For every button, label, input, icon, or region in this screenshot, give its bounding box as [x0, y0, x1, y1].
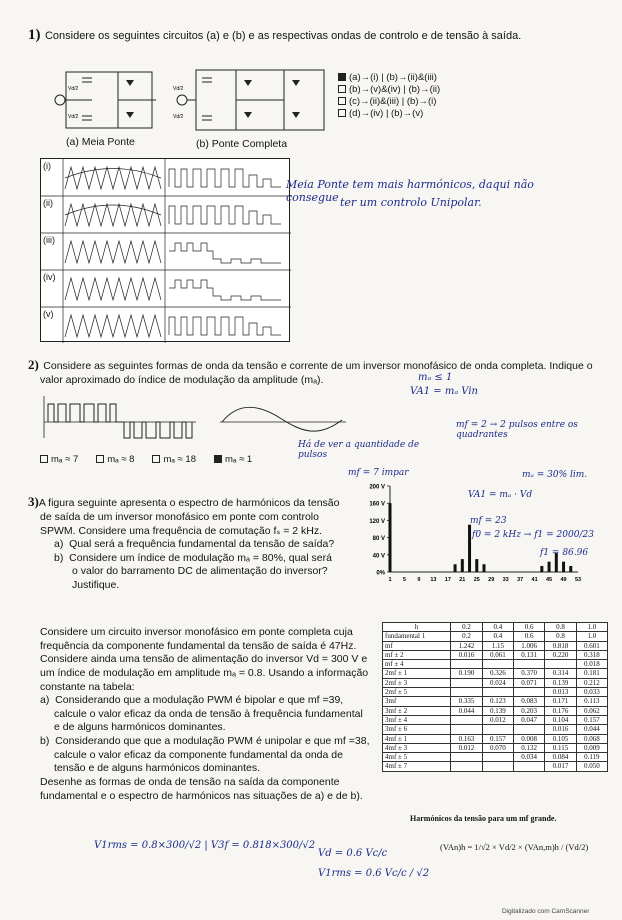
waveform-label: (i)	[43, 161, 51, 171]
question-1	[28, 26, 608, 44]
question-text: fundamental e o espectro de harmónicos nas situações de a) e de b).	[40, 789, 363, 802]
table-cell: 0.044	[451, 706, 482, 715]
table-row	[383, 678, 608, 687]
table-cell: 0.105	[545, 734, 576, 743]
svg-text:Vd/2: Vd/2	[173, 86, 184, 92]
table-cell	[482, 660, 513, 669]
handwritten-note: mₐ ≤ 1	[418, 372, 453, 383]
table-cell: 0.2	[451, 632, 482, 641]
table-cell: 0.016	[451, 650, 482, 659]
y-tick-label: 160 V	[369, 501, 385, 508]
table-header: 1.0	[576, 623, 607, 632]
table-cell	[513, 762, 544, 771]
x-tick-label: 49	[560, 577, 567, 583]
table-cell: 0.163	[451, 734, 482, 743]
scanner-footer: Digitalizado com CamScanner	[502, 908, 590, 915]
table-cell	[451, 678, 482, 687]
svg-text:Vd/2: Vd/2	[173, 114, 184, 120]
x-tick-label: 45	[546, 577, 553, 583]
question-text: calcule o valor eficaz da onda de tensão à frequência fundamental	[54, 707, 363, 720]
table-cell	[513, 725, 544, 734]
table-cell: 0.104	[545, 715, 576, 724]
question-text: Considere ainda uma tensão de alimentação do inversor Vd = 300 V e	[40, 653, 368, 666]
question-4: Considere um circuito inversor monofásico em ponte completa cuja frequência da componente fundamental da tensão de saída é 47Hz. Considere ainda uma tensão de alimentação do inversor Vd = 300 V e um índice de modulação em amplitude mₐ = 0.8. Usando a informação constante na tabela: a) Considerando que a modulação PWM é bipolar e que mf =39, calcule o valor eficaz da onda de tensão à frequência fundamental e de alguns harmónicos dominantes. b) Considerando que que a modulação PWM é unipolar e que mf =38, calcule o valor eficaz da componente fundamental da onda de tensão e de alguns harmónicos dominantes. Desenhe as formas de onda de tensão na saída da componente fundamental e o espectro de harmónicos nas situações de a) e de b).	[40, 626, 370, 802]
table-row	[383, 734, 608, 743]
table-cell: 0.181	[576, 669, 607, 678]
handwritten-calc: V1rms = 0.8×300/√2 | V3f = 0.818×300/√2	[94, 840, 316, 851]
q1-option[interactable]	[338, 84, 518, 96]
question-text: Considerando que a modulação PWM é bipolar e que mf =39,	[55, 694, 344, 707]
table-cell	[451, 725, 482, 734]
table-cell: 0.068	[576, 734, 607, 743]
x-tick-label: 21	[459, 577, 466, 583]
table-cell: 0.071	[513, 678, 544, 687]
x-tick-label: 53	[574, 577, 582, 583]
harmonic-formula: (VAn)h = 1/√2 × Vd/2 × (VAn,m)h / (Vd/2)	[440, 842, 589, 852]
table-cell	[513, 660, 544, 669]
spectrum-bar	[468, 525, 471, 572]
table-cell	[451, 715, 482, 724]
table-cell: 0.016	[545, 725, 576, 734]
spectrum-bar	[475, 559, 478, 572]
table-cell: 0.171	[545, 697, 576, 706]
table-cell: 0.070	[482, 743, 513, 752]
table-cell: 0.113	[576, 697, 607, 706]
handwritten-calc: V1rms = 0.6 Vc/c / √2	[318, 868, 430, 879]
table-cell: 3mf ± 2	[383, 706, 451, 715]
checkbox-icon[interactable]	[96, 455, 104, 463]
table-row	[383, 743, 608, 752]
table-cell: 0.818	[545, 641, 576, 650]
question-text: Considere as seguintes formas de onda da tensão e corrente de um inversor monofásico de onda completa. Indique o	[43, 360, 593, 372]
table-cell	[513, 688, 544, 697]
checkbox-icon[interactable]	[152, 455, 160, 463]
y-tick-label: 0%	[376, 570, 385, 577]
table-cell: 0.123	[482, 697, 513, 706]
table-cell: 0.601	[576, 641, 607, 650]
table-cell: 0.318	[576, 650, 607, 659]
table-cell	[545, 660, 576, 669]
table-cell: 0.220	[545, 650, 576, 659]
table-cell: 3mf ± 6	[383, 725, 451, 734]
table-cell: 0.131	[513, 650, 544, 659]
handwritten-note: ter um controlo Unipolar.	[340, 196, 482, 209]
table-cell	[451, 753, 482, 762]
table-cell: 0.132	[513, 743, 544, 752]
table-row	[383, 753, 608, 762]
table-cell: 4mf ± 3	[383, 743, 451, 752]
y-tick-label: 80 V	[372, 536, 385, 543]
handwritten-note: mf = 2 → 2 pulsos entre os quadrantes	[456, 420, 578, 440]
table-cell: 0.139	[482, 706, 513, 715]
handwritten-note: f0 = 2 kHz → f1 = 2000/23	[472, 530, 594, 540]
option-text: mₐ ≈ 1	[224, 454, 253, 465]
table-cell	[451, 660, 482, 669]
q2-current-waveform	[218, 398, 348, 440]
table-cell: 0.061	[482, 650, 513, 659]
table-cell: mf	[383, 641, 451, 650]
q2-option[interactable]	[96, 454, 134, 466]
spectrum-bar	[454, 564, 457, 572]
table-cell: 0.370	[513, 669, 544, 678]
table-cell	[482, 753, 513, 762]
table-cell: 0.203	[513, 706, 544, 715]
waveform-grid	[40, 158, 290, 342]
checkbox-icon[interactable]	[40, 455, 48, 463]
x-tick-label: 17	[444, 577, 451, 583]
table-cell: fundamental 1	[383, 632, 451, 641]
handwritten-note: mₐ = 30% lim.	[522, 470, 588, 480]
table-cell: 0.115	[545, 743, 576, 752]
table-cell: 0.314	[545, 669, 576, 678]
x-tick-label: 1	[388, 577, 392, 583]
handwritten-note: VA1 = mₐ · Vd	[468, 490, 533, 500]
table-cell: 0.012	[482, 715, 513, 724]
checkbox-icon[interactable]	[338, 85, 346, 93]
spectrum-bar	[562, 562, 565, 572]
table-cell: 0.083	[513, 697, 544, 706]
table-cell: 0.084	[545, 753, 576, 762]
table-cell: 4mf ± 5	[383, 753, 451, 762]
question-text: um índice de modulação em amplitude mₐ = 0.8. Usando a informação	[40, 666, 369, 679]
waveform-label: (ii)	[43, 198, 53, 208]
question-3: 3)A figura seguinte apresenta o espectro de harmónicos da tensão de saída de um inversor monofásico em ponte com controlo SPWM. Considere uma frequência de comutação fₛ = 2 kHz. a) Qual será a frequência fundamental da tensão de saída? b) Considere um índice de modulação mₐ = 80%, qual será o valor do barramento DC de alimentação do inversor? Justifique.	[28, 494, 358, 593]
handwritten-note: Há de ver a quantidade de pulsos	[298, 440, 420, 460]
x-tick-label: 9	[417, 577, 421, 583]
table-row	[383, 641, 608, 650]
table-cell: 0.335	[451, 697, 482, 706]
table-cell: 0.047	[513, 715, 544, 724]
table-cell: 0.018	[576, 660, 607, 669]
option-text: mₐ ≈ 8	[107, 454, 135, 465]
table-cell	[482, 688, 513, 697]
table-cell: 0.212	[576, 678, 607, 687]
table-cell: 2mf ± 1	[383, 669, 451, 678]
table-cell: 0.013	[545, 688, 576, 697]
table-cell: 1.242	[451, 641, 482, 650]
y-tick-label: 120 V	[369, 518, 385, 525]
table-cell	[482, 762, 513, 771]
question-text: Considere um circuito inversor monofásico em ponte completa cuja	[40, 626, 353, 638]
waveform-label: (iv)	[43, 272, 56, 282]
question-text: constante na tabela:	[40, 680, 135, 693]
table-cell: 0.119	[576, 753, 607, 762]
table-cell: 3mf	[383, 697, 451, 706]
spectrum-bar	[389, 503, 392, 572]
checkbox-icon[interactable]	[338, 97, 346, 105]
waveform-label: (iii)	[43, 235, 55, 245]
q1-option[interactable]	[338, 96, 518, 108]
table-cell: 0.8	[545, 632, 576, 641]
table-header: 0.2	[451, 623, 482, 632]
table-header: h	[383, 623, 451, 632]
table-row	[383, 650, 608, 659]
handwritten-note: f1 = 86.96	[540, 548, 589, 558]
table-row	[383, 725, 608, 734]
handwritten-note: Meia Ponte tem mais harmónicos, daqui não consegue	[286, 178, 534, 204]
q1-options	[338, 72, 518, 120]
table-cell: 0.033	[576, 688, 607, 697]
x-tick-label: 29	[488, 577, 495, 583]
question-2	[28, 356, 598, 388]
table-row	[383, 660, 608, 669]
option-text: (b)→(v)&(iv) | (b)→(ii)	[349, 84, 441, 95]
table-header: 0.6	[513, 623, 544, 632]
table-cell: mf ± 4	[383, 660, 451, 669]
table-row	[383, 697, 608, 706]
table-cell: 0.326	[482, 669, 513, 678]
question-text: SPWM. Considere uma frequência de comutação fₛ = 2 kHz.	[40, 524, 323, 537]
spectrum-bar	[540, 566, 543, 572]
question-text: de saída de um inversor monofásico em ponte com controlo	[40, 510, 319, 523]
q2-option[interactable]	[40, 454, 78, 466]
table-cell: 0.176	[545, 706, 576, 715]
checkbox-icon[interactable]	[338, 109, 346, 117]
svg-text:Vd/2: Vd/2	[68, 114, 79, 120]
table-cell: 3mf ± 4	[383, 715, 451, 724]
table-cell: 2mf ± 3	[383, 678, 451, 687]
question-text: Considere um índice de modulação mₐ = 80%, qual será	[69, 551, 332, 564]
q1-option[interactable]	[338, 72, 518, 84]
q1-option[interactable]	[338, 108, 518, 120]
question-text: e de alguns harmónicos dominantes.	[54, 721, 226, 734]
question-text: frequência da componente fundamental da tensão de saída é 47Hz.	[40, 639, 357, 652]
table-cell	[451, 688, 482, 697]
x-tick-label: 37	[517, 577, 524, 583]
table-cell: 1.006	[513, 641, 544, 650]
table-cell: 0.190	[451, 669, 482, 678]
spectrum-bar	[461, 559, 464, 572]
table-cell	[482, 725, 513, 734]
option-text: mₐ ≈ 18	[163, 454, 196, 465]
table-cell: 2mf ± 5	[383, 688, 451, 697]
table-header: 0.8	[545, 623, 576, 632]
option-text: (d)→(iv) | (b)→(v)	[349, 108, 424, 119]
checkbox-checked-icon[interactable]	[338, 73, 346, 81]
table-cell: 0.017	[545, 762, 576, 771]
table-row	[383, 762, 608, 771]
svg-text:Vd/2: Vd/2	[68, 86, 79, 92]
question-text: o valor do barramento DC de alimentação do inversor?	[72, 565, 328, 578]
spectrum-bar	[569, 566, 572, 572]
table-row	[383, 632, 608, 641]
spectrum-bar	[548, 562, 551, 572]
question-number: 2)	[28, 357, 39, 372]
table-cell: 0.009	[576, 743, 607, 752]
handwritten-note: mf = 7 impar	[348, 468, 409, 478]
question-text: Justifique.	[72, 579, 120, 592]
table-cell: 0.044	[576, 725, 607, 734]
x-tick-label: 5	[402, 577, 406, 583]
table-cell: 0.024	[482, 678, 513, 687]
table-cell: 0.4	[482, 632, 513, 641]
question-text: Considerando que que a modulação PWM é unipolar e que mf =38,	[55, 735, 370, 748]
table-row	[383, 688, 608, 697]
handwritten-calc: Vd = 0.6 Vc/c	[318, 848, 388, 859]
table-row	[383, 669, 608, 678]
table-cell: 4mf ± 7	[383, 762, 451, 771]
waveform-label: (v)	[43, 309, 54, 319]
option-text: (c)→(ii)&(iii) | (b)→(i)	[349, 96, 437, 107]
table-cell	[451, 762, 482, 771]
q2-option[interactable]	[214, 454, 252, 466]
q2-options	[40, 454, 300, 466]
question-text: tensão e de alguns harmónicos dominantes.	[54, 762, 261, 775]
table-cell: 0.050	[576, 762, 607, 771]
x-tick-label: 13	[430, 577, 437, 583]
circuit-b-label: (b) Ponte Completa	[196, 138, 288, 150]
table-cell: 1.15	[482, 641, 513, 650]
table-cell: 4mf ± 1	[383, 734, 451, 743]
table-cell: 0.139	[545, 678, 576, 687]
y-tick-label: 40 V	[372, 553, 385, 560]
circuit-a-label: (a) Meia Ponte	[66, 136, 135, 148]
handwritten-note: mf = 23	[470, 516, 507, 526]
table-row	[383, 715, 608, 724]
checkbox-checked-icon[interactable]	[214, 455, 222, 463]
table-cell: 1.0	[576, 632, 607, 641]
question-number: 1)	[28, 27, 41, 43]
table-cell: mf ± 2	[383, 650, 451, 659]
question-text: Qual será a frequência fundamental da tensão de saída?	[69, 538, 335, 551]
table-row	[383, 706, 608, 715]
question-number: 3)	[28, 494, 39, 509]
table-cell: 0.062	[576, 706, 607, 715]
spectrum-bar	[483, 564, 486, 572]
x-tick-label: 41	[531, 577, 538, 583]
circuit-a-diagram	[52, 66, 160, 134]
table-cell: 0.157	[576, 715, 607, 724]
question-text: valor aproximado do índice de modulação da amplitude (mₐ).	[40, 374, 324, 386]
harmonics-table	[382, 622, 608, 772]
option-text: mₐ ≈ 7	[51, 454, 79, 465]
question-text: Desenhe as formas de onda de tensão na saída da componente	[40, 776, 340, 789]
question-text: A figura seguinte apresenta o espectro de harmónicos da tensão	[38, 497, 340, 509]
table-cell: 0.008	[513, 734, 544, 743]
x-tick-label: 33	[502, 577, 509, 583]
q2-voltage-waveform	[40, 392, 200, 442]
table-caption: Harmónicos da tensão para um mf grande.	[410, 814, 557, 823]
table-cell: 0.157	[482, 734, 513, 743]
question-text: calcule o valor eficaz da componente fundamental da onda de	[54, 748, 343, 761]
table-cell: 0.6	[513, 632, 544, 641]
x-tick-label: 25	[473, 577, 480, 583]
y-tick-label: 200 V	[369, 484, 385, 491]
handwritten-note: VA1 = mₐ Vin	[410, 386, 478, 397]
q2-option[interactable]	[152, 454, 196, 466]
circuit-b-diagram	[172, 64, 332, 138]
table-header: 0.4	[482, 623, 513, 632]
question-text: Considere os seguintes circuitos (a) e (b) e as respectivas ondas de controlo e de tensão à saída.	[44, 30, 522, 42]
table-cell: 0.012	[451, 743, 482, 752]
table-cell: 0.034	[513, 753, 544, 762]
waveform-plots	[41, 159, 291, 343]
option-text: (a)→(i) | (b)→(ii)&(iii)	[349, 72, 437, 83]
